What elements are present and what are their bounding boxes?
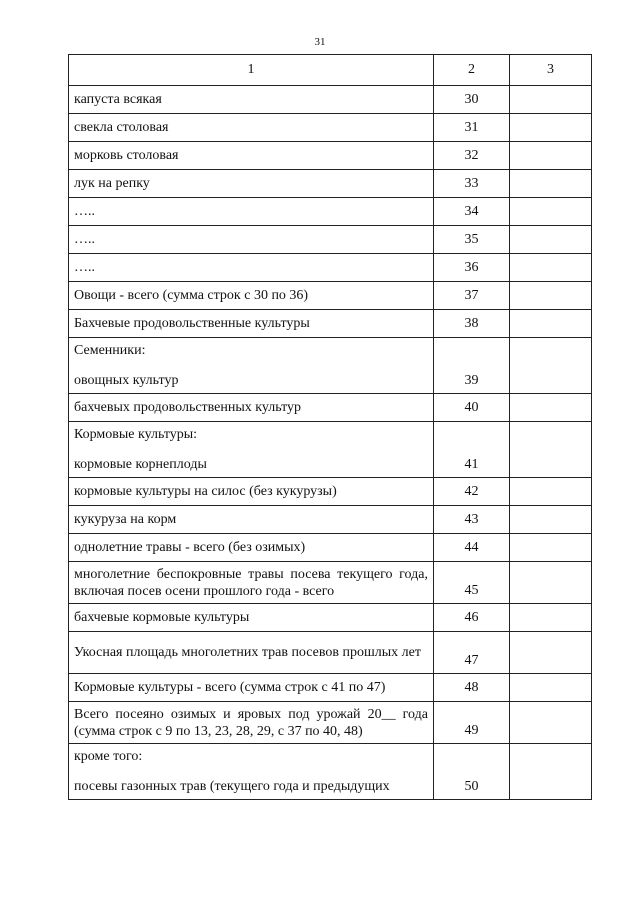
value-cell[interactable] bbox=[510, 744, 592, 800]
row-code: 48 bbox=[434, 674, 510, 702]
value-cell[interactable] bbox=[510, 632, 592, 674]
row-code: 37 bbox=[434, 282, 510, 310]
row-label: многолетние беспокровные травы посева текущего года, включая посев осени прошлого года - всего bbox=[69, 562, 434, 604]
table-row bbox=[69, 478, 592, 506]
row-label: ….. bbox=[69, 254, 434, 282]
value-cell[interactable] bbox=[510, 534, 592, 562]
row-label: кормовые культуры на силос (без кукурузы) bbox=[69, 478, 434, 506]
value-cell[interactable] bbox=[510, 562, 592, 604]
row-label: Кормовые культуры - всего (сумма строк с 41 по 47) bbox=[69, 674, 434, 702]
row-code: 44 bbox=[434, 534, 510, 562]
table-row bbox=[69, 170, 592, 198]
data-table bbox=[68, 54, 592, 800]
row-label-group bbox=[69, 422, 434, 478]
table-row bbox=[69, 254, 592, 282]
row-label: ….. bbox=[69, 226, 434, 254]
value-cell[interactable] bbox=[510, 198, 592, 226]
value-cell[interactable] bbox=[510, 478, 592, 506]
value-cell[interactable] bbox=[510, 338, 592, 394]
row-label: бахчевых продовольственных культур bbox=[69, 394, 434, 422]
row-code: 43 bbox=[434, 506, 510, 534]
value-cell[interactable] bbox=[510, 702, 592, 744]
table-row bbox=[69, 702, 592, 744]
column-header-3: 3 bbox=[510, 55, 592, 86]
row-label: Овощи - всего (сумма строк с 30 по 36) bbox=[69, 282, 434, 310]
table-row bbox=[69, 226, 592, 254]
row-code: 47 bbox=[434, 632, 510, 674]
table-row bbox=[69, 338, 592, 394]
row-label: Укосная площадь многолетних трав посевов прошлых лет bbox=[69, 632, 434, 674]
row-code: 39 bbox=[434, 338, 510, 394]
table-row bbox=[69, 422, 592, 478]
table-row bbox=[69, 674, 592, 702]
value-cell[interactable] bbox=[510, 86, 592, 114]
page-number: 31 bbox=[314, 36, 326, 48]
table-row bbox=[69, 198, 592, 226]
row-label: морковь столовая bbox=[69, 142, 434, 170]
row-label: однолетние травы - всего (без озимых) bbox=[69, 534, 434, 562]
table-row bbox=[69, 744, 592, 800]
row-code: 49 bbox=[434, 702, 510, 744]
value-cell[interactable] bbox=[510, 254, 592, 282]
section-heading: Семенники: bbox=[74, 343, 146, 358]
value-cell[interactable] bbox=[510, 310, 592, 338]
row-label: Всего посеяно озимых и яровых под урожай 20__ года (сумма строк с 9 по 13, 23, 28, 29, с 37 по 40, 48) bbox=[69, 702, 434, 744]
row-code: 46 bbox=[434, 604, 510, 632]
table-row bbox=[69, 394, 592, 422]
table-row bbox=[69, 114, 592, 142]
row-code: 35 bbox=[434, 226, 510, 254]
row-label: кукуруза на корм bbox=[69, 506, 434, 534]
table-row bbox=[69, 282, 592, 310]
table-row bbox=[69, 142, 592, 170]
row-label: капуста всякая bbox=[69, 86, 434, 114]
table-row bbox=[69, 562, 592, 604]
row-code: 40 bbox=[434, 394, 510, 422]
row-code: 33 bbox=[434, 170, 510, 198]
row-code: 42 bbox=[434, 478, 510, 506]
value-cell[interactable] bbox=[510, 114, 592, 142]
row-label-group bbox=[69, 338, 434, 394]
value-cell[interactable] bbox=[510, 142, 592, 170]
value-cell[interactable] bbox=[510, 394, 592, 422]
table-row bbox=[69, 506, 592, 534]
column-header-1: 1 bbox=[69, 55, 434, 86]
value-cell[interactable] bbox=[510, 226, 592, 254]
value-cell[interactable] bbox=[510, 674, 592, 702]
row-code: 45 bbox=[434, 562, 510, 604]
header-row bbox=[69, 55, 592, 86]
table-row bbox=[69, 604, 592, 632]
table-row bbox=[69, 310, 592, 338]
row-code: 50 bbox=[434, 744, 510, 800]
row-label: бахчевые кормовые культуры bbox=[69, 604, 434, 632]
row-label: посевы газонных трав (текущего года и предыдущих bbox=[74, 779, 390, 794]
row-label-group bbox=[69, 744, 434, 800]
row-code: 32 bbox=[434, 142, 510, 170]
table-row bbox=[69, 534, 592, 562]
value-cell[interactable] bbox=[510, 282, 592, 310]
value-cell[interactable] bbox=[510, 506, 592, 534]
row-label: кормовые корнеплоды bbox=[74, 457, 207, 472]
row-label: ….. bbox=[69, 198, 434, 226]
row-code: 36 bbox=[434, 254, 510, 282]
row-code: 30 bbox=[434, 86, 510, 114]
value-cell[interactable] bbox=[510, 604, 592, 632]
section-heading: кроме того: bbox=[74, 749, 143, 764]
row-label: лук на репку bbox=[69, 170, 434, 198]
value-cell[interactable] bbox=[510, 422, 592, 478]
column-header-2: 2 bbox=[434, 55, 510, 86]
table-row bbox=[69, 86, 592, 114]
row-label: свекла столовая bbox=[69, 114, 434, 142]
row-code: 34 bbox=[434, 198, 510, 226]
row-label: Бахчевые продовольственные культуры bbox=[69, 310, 434, 338]
section-heading: Кормовые культуры: bbox=[74, 427, 198, 442]
table-row bbox=[69, 632, 592, 674]
row-code: 41 bbox=[434, 422, 510, 478]
row-label: овощных культур bbox=[74, 373, 179, 388]
row-code: 31 bbox=[434, 114, 510, 142]
value-cell[interactable] bbox=[510, 170, 592, 198]
row-code: 38 bbox=[434, 310, 510, 338]
